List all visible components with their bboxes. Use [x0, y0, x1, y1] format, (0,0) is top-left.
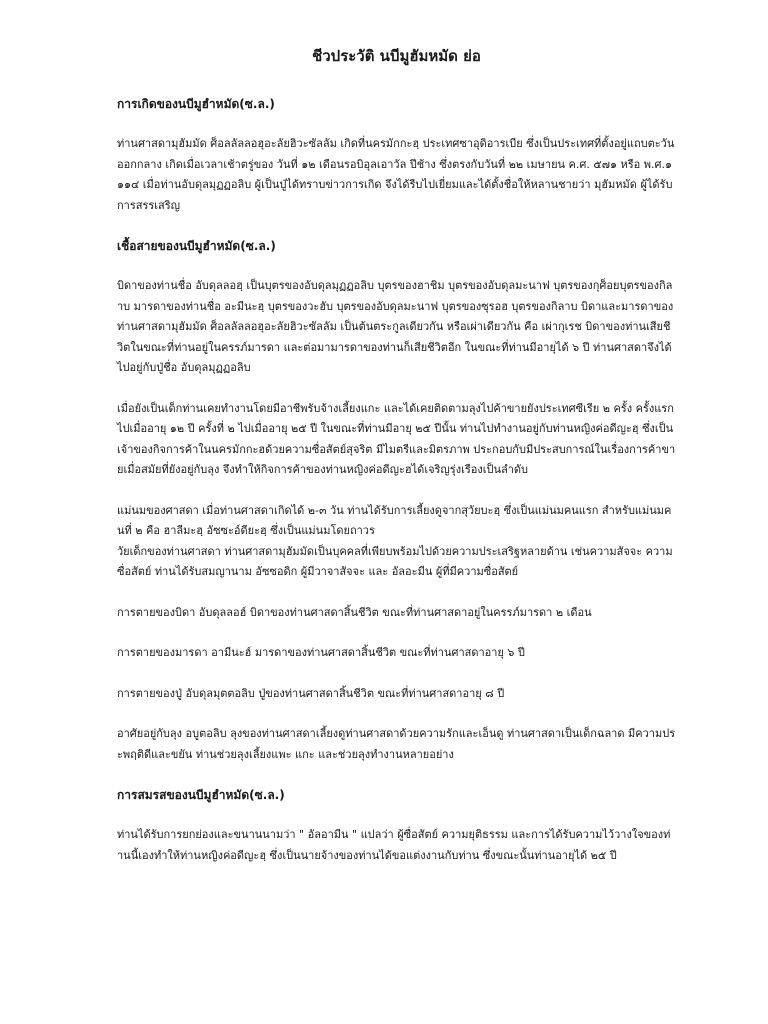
paragraph-birth: ท่านศาสดามุฮัมมัด ศ็อลลัลลอฮุอะลัยฮิวะซัลลัม เกิดที่นครมักกะฮฺ ประเทศซาอุดิอารเบีย ซึ่งเป็นประเทศที่ตั้งอยู่แถบตะวันออกกลาง เกิดเมื่อเวลาเช้าตรู่ของ วันที่ ๑๒ เดือนรอบิอุลเอาวัล ปีช้าง ซึ่งตรงกับวันที่ ๒๒ เมษายน ค.ศ. ๕๗๑ หรือ พ.ศ.๑๑๑๔ เมื่อท่านอับดุลมุฏฏอลิบ ผู้เป็นปู่ได้ทราบข่าวการเกิด จึงได้รีบไปเยี่ยมและได้ตั้งชื่อให้หลานชายว่า มุฮัมหมัด ผู้ได้รับการสรรเสริญ — [117, 137, 675, 212]
paragraph-childhood: วัยเด็กของท่านศาสดา ท่านศาสดามุฮัมมัดเป็นบุคคลที่เพียบพร้อมไปด้วยความประเสริฐหลายด้าน เช่นความสัจจะ ความซื่อสัตย์ ท่านได้รับสมญานาม อัซซอดิก ผู้มีวาจาสัจจะ และ อัลอะมีน ผู้ที่มีความซื่อสัตย์ — [117, 544, 673, 578]
section-heading-lineage: เชื้อสายของนบีมูฮำหมัด(ซ.ล.) — [117, 239, 276, 253]
paragraph-mother-death: การตายของมารดา อามีนะฮ์ มารดาของท่านศาสดาสิ้นชีวิต ขณะที่ท่านศาสดาอายุ ๖ ปี — [117, 646, 525, 659]
paragraph-uncle: อาศัยอยู่กับลุง อบูตอลิบ ลุงของท่านศาสดาเลี้ยงดูท่านศาสดาด้วยความรักและเอ็นดู ท่านศาสดาเป็นเด็กฉลาด มีความประพฤติดีและขยัน ท่านช่วยลุงเลี้ยงแพะ แกะ และช่วยลุงทำงานหลายอย่าง — [117, 727, 676, 761]
paragraph-wet-nurse: แม่นมของศาสดา เมื่อท่านศาสดาเกิดได้ ๒-๓ วัน ท่านได้รับการเลี้ยงดูจากสุวัยบะฮฺ ซึ่งเป็นแม่นมคนแรก สำหรับแม่นมคนที่ ๒ คือ ฮาลีมะฮฺ อัซซะอ์ดียะฮฺ ซึ่งเป็นแม่นมโดยถาวร — [117, 503, 672, 537]
section-heading-marriage: การสมรสของนบีมูฮำหมัด(ซ.ล.) — [117, 788, 285, 802]
document-title: ชีวประวัติ นบีมูฮัมหมัด ย่อ — [312, 47, 481, 65]
paragraph-grandfather-death: การตายของปู่ อับดุลมุตตอลิบ ปู่ของท่านศาสดาสิ้นชีวิต ขณะที่ท่านศาสดาอายุ ๘ ปี — [117, 686, 505, 700]
paragraph-marriage: ท่านได้รับการยกย่องและขนานนามว่า " อัลอามีน " แปลว่า ผู้ซื่อสัตย์ ความยุติธรรม และการได้รับความไว้วางใจของท่านนี้เองทำให้ท่านหญิงค่อดีญะฮฺ ซึ่งเป็นนายจ้างของท่านได้ขอแต่งงานกับท่าน ซึ่งขณะนั้นท่านอายุได้ ๒๕ ปี — [117, 828, 671, 862]
paragraph-lineage-childhood-work: เมื่อยังเป็นเด็กท่านเคยทำงานโดยมีอาชีพรับจ้างเลี้ยงแกะ และได้เคยติดตามลุงไปค้าขายยังประเทศซีเรีย ๒ ครั้ง ครั้งแรกไปเมื่ออายุ ๑๒ ปี ครั้งที่ ๒ ไปเมื่ออายุ ๒๕ ปี ในขณะที่ท่านมีอายุ ๒๕ ปีนั้น ท่านไปทำงานอยู่กับท่านหญิงค่อดีญะฮฺ ซึ่งเป็นเจ้าของกิจการค้าในนครมักกะฮด้วยความซื่อสัตย์สุจริต มีไมตรีและมิตรภาพ ประกอบกับมีประสบการณ์ในเรื่องการค้าขายเมื่อสมัยที่ยังอยู่กับลุง จึงทำให้กิจการค้าของท่านหญิงค่อดีญะฮได้เจริญรุ่งเรืองเป็นลำดับ — [117, 401, 676, 476]
section-heading-birth: การเกิดของนบีมูฮำหมัด(ซ.ล.) — [117, 97, 275, 111]
paragraph-father-death: การตายของบิดา อับดุลลอฮ์ บิดาของท่านศาสดาสิ้นชีวิต ขณะที่ท่านศาสดาอยู่ในครรภ์มารดา ๒ เดือน — [117, 605, 592, 619]
paragraph-lineage-parents: บิดาของท่านชื่อ อับดุลลอฮฺ เป็นบุตรของอับดุลมุฏฏอลิบ บุตรของฮาชิม บุตรของอับดุลมะนาฟ บุตรของกุศ็อยบุตรของกิลาบ มารดาของท่านชื่อ อะมีนะฮฺ บุตรของวะฮับ บุตรของอับดุลมะนาฟ บุตรของซุรอฮ บุตรของกิลาบ บิดาและมารดาของท่านศาสดามุฮัมมัด ศ็อลลัลลอฮุอะลัยฮิวะซัลลัม เป็นต้นตระกูลเดียวกัน หรือเผ่าเดียวกัน คือ เผ่ากุเรช บิดาของท่านเสียชีวิตในขณะที่ท่านอยู่ในครรภ์มารดา และต่อมามารดาของท่านก็เสียชีวิตอีก ในขณะที่ท่านมีอายุได้ ๖ ปี ท่านศาสดาจึงได้ไปอยู่กับปู่ชื่อ อับดุลมุฏฏอลิบ — [117, 279, 674, 374]
